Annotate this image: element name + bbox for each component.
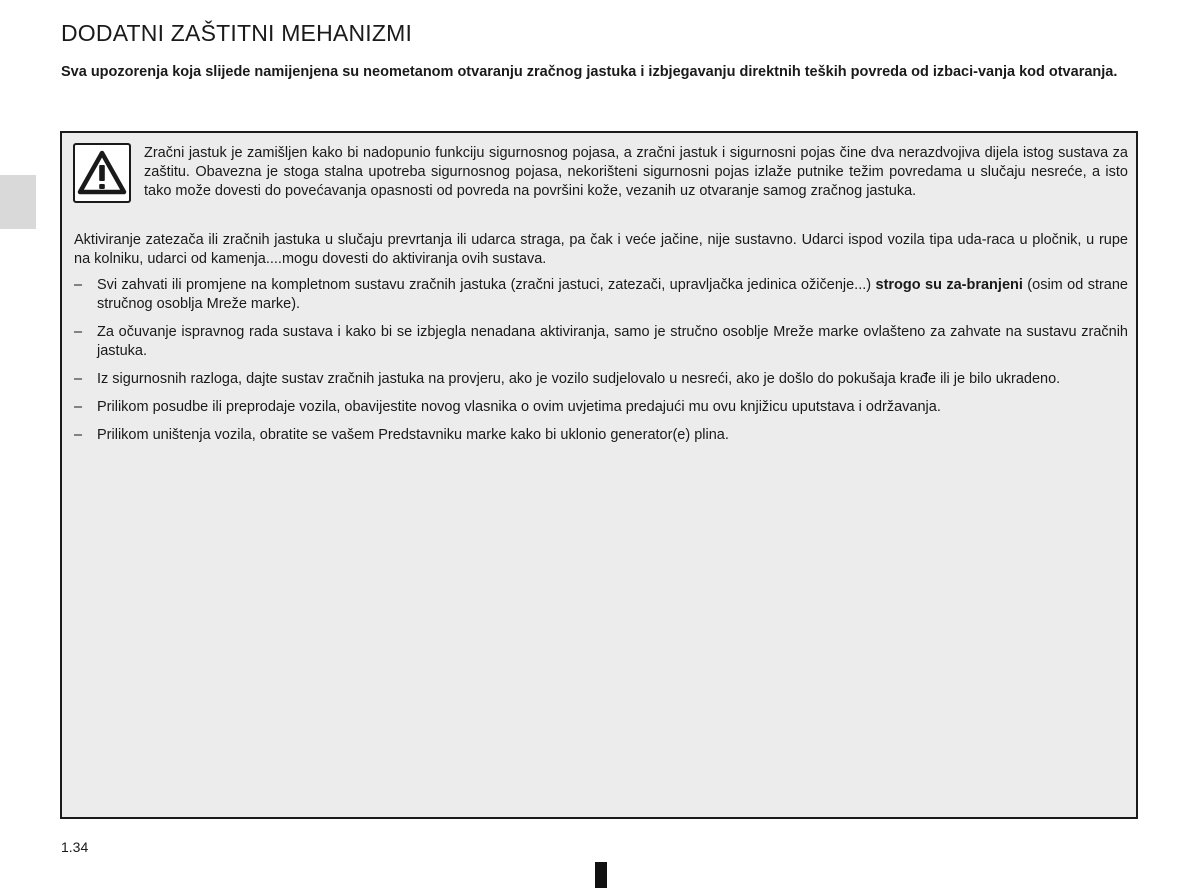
warning-lead-text: Zračni jastuk je zamišljen kako bi nadopunio funkciju sigurnosnog pojasa, a zračni jastuk i sigurnosni pojas čine dva nerazdvojiva dijela istog sustava za zaštitu. Obavezna je stoga stalna upotreba sigurnosnog pojasa, nekorišteni sigurnosni pojas izlaže putnike težim povredama u slučaju nesreće, a isto tako može dovesti do povećavanja opasnosti od povreda na površini kože, vezanih uz otvaranje samog zračnog jastuka.	[144, 145, 1128, 199]
intro-text: Sva upozorenja koja slijede namijenjena su neometanom otvaranju zračnog jastuka i izbjegavanju direktnih teških povreda od izbaci-vanja kod otvaranja.	[61, 64, 1118, 80]
bullet-text: Za očuvanje ispravnog rada sustava i kako bi se izbjegla nenadana aktiviranja, samo je stručno osoblje Mreže marke ovlašteno za zahvate na sustavu zračnih jastuka.	[97, 324, 1128, 359]
bullet-dash: –	[74, 371, 83, 387]
bullet-text: Prilikom uništenja vozila, obratite se vašem Predstavniku marke kako bi uklonio generator(e) plina.	[97, 427, 729, 443]
page-title: DODATNI ZAŠTITNI MEHANIZMI	[61, 20, 413, 46]
list-item	[74, 398, 1128, 417]
warning-triangle-icon	[73, 143, 131, 203]
chapter-side-tab	[0, 175, 36, 229]
bullet-text: Svi zahvati ili promjene na kompletnom sustavu zračnih jastuka (zračni jastuci, zatezači, upravljačka jedinica ožičenje...)	[97, 277, 876, 293]
page-edge-mark	[595, 862, 607, 888]
list-item	[74, 426, 1128, 445]
bullet-dash: –	[74, 324, 83, 340]
bullet-dash: –	[74, 277, 83, 293]
warning-box	[60, 131, 1138, 819]
list-item	[74, 370, 1128, 389]
list-item	[74, 323, 1128, 361]
bullet-bold-text: strogo su za-branjeni	[875, 277, 1023, 293]
bullet-text: Prilikom posudbe ili preprodaje vozila, obavijestite novog vlasnika o ovim uvjetima predajući mu ovu knjižicu uputstava i održavanja.	[97, 399, 941, 415]
warning-bullet-list	[74, 276, 1128, 454]
warning-paragraph: Aktiviranje zatezača ili zračnih jastuka u slučaju prevrtanja ili udarca straga, pa čak i veće jačine, nije sustavno. Udarci ispod vozila tipa uda-raca u pločnik, u rupe na kolniku, udarci od kamenja....mogu dovesti do aktiviranja ovih sustava.	[74, 232, 1128, 267]
bullet-text-after: (osim od strane stručnog osoblja Mreže marke).	[97, 277, 1128, 312]
page-number: 1.34	[61, 839, 89, 855]
bullet-dash: –	[74, 399, 83, 415]
bullet-text: Iz sigurnosnih razloga, dajte sustav zračnih jastuka na provjeru, ako je vozilo sudjelovalo u nesreći, ako je došlo do pokušaja krađe ili je bilo ukradeno.	[97, 371, 1061, 387]
list-item	[74, 276, 1128, 314]
bullet-dash: –	[74, 427, 83, 443]
